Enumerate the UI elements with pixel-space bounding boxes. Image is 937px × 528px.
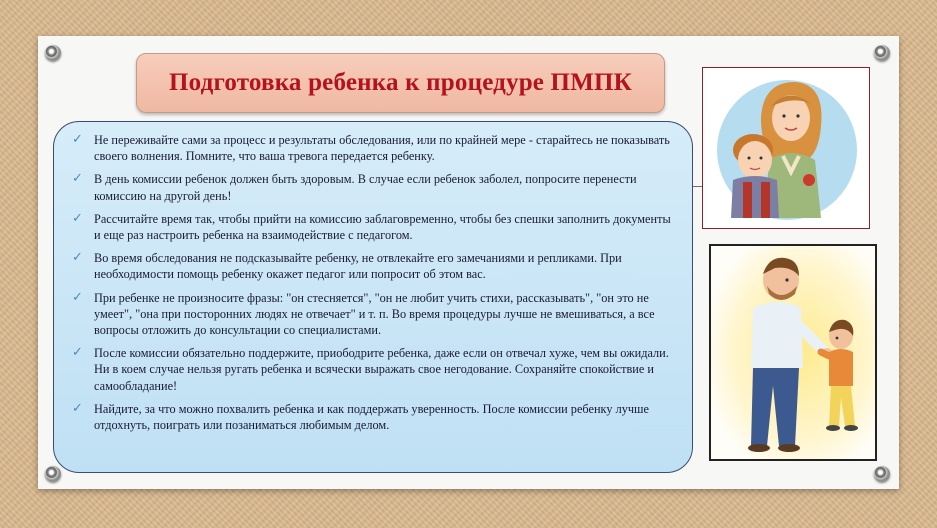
- list-item-text: Во время обследования не подсказывайте ребенку, не отвлекайте его замечаниями и репликами. При необходимости помощь ребенку окажет педагог или попросит об этом вас.: [94, 251, 622, 282]
- check-icon: ✓: [72, 132, 83, 147]
- check-icon: ✓: [72, 345, 83, 361]
- check-icon: ✓: [72, 210, 83, 226]
- father-son-icon: [711, 246, 875, 459]
- list-item-text: Рассчитайте время так, чтобы прийти на комиссию заблаговременно, чтобы без спешки заполнить документы и еще раз настроить ребенка на взаимодействие с педагогом.: [94, 211, 671, 243]
- list-item: [72, 211, 676, 243]
- list-item-text: Найдите, за что можно похвалить ребенка и как поддержать уверенность. После комиссии ребенку лучше отдохнуть, поиграть или позаниматься любимым делом.: [94, 401, 649, 433]
- list-item: [72, 132, 676, 164]
- list-item: [72, 345, 676, 394]
- list-item: [72, 290, 676, 339]
- pin-icon: [874, 45, 890, 61]
- mother-child-icon: [703, 68, 869, 228]
- check-icon: ✓: [72, 400, 83, 416]
- list-item: [72, 171, 676, 203]
- check-icon: ✓: [72, 250, 83, 266]
- check-icon: ✓: [72, 289, 83, 305]
- pin-icon: [874, 466, 890, 482]
- list-item-text: Не переживайте сами за процесс и результаты обследования, или по крайней мере - старайтесь не показывать своего волнения. Помните, что ваша тревога передается ребенку.: [94, 133, 670, 164]
- mother-child-illustration: [702, 67, 870, 229]
- check-icon: ✓: [72, 171, 83, 187]
- list-item: [72, 401, 676, 433]
- list-item-text: В день комиссии ребенок должен быть здоровым. В случае если ребенок заболел, попросите перенести комиссию на другой день!: [94, 172, 637, 203]
- father-son-illustration: [709, 244, 877, 461]
- title-banner: [136, 53, 665, 113]
- pin-icon: [45, 45, 61, 61]
- advice-list: [53, 121, 693, 473]
- page-title: Подготовка ребенка к процедуре ПМПК: [169, 69, 632, 96]
- pin-icon: [45, 466, 61, 482]
- list-item-text: При ребенке не произносите фразы: "он стесняется", "он не любит учить стихи, рассказывать", "он это не умеет", "она при посторонних людях не отвечает" и т. п. Во время процедуры лучше не вмешиваться, а все вопросы отложить до консультации со специалистами.: [94, 290, 655, 338]
- list-item-text: После комиссии обязательно поддержите, приободрите ребенка, даже если он отвечал хуже, чем вы ожидали. Ни в коем случае нельзя ругать ребенка и всячески выражать свое негодование. Сохраняйте спокойствие и самообладание!: [94, 346, 669, 393]
- list-item: [72, 250, 676, 282]
